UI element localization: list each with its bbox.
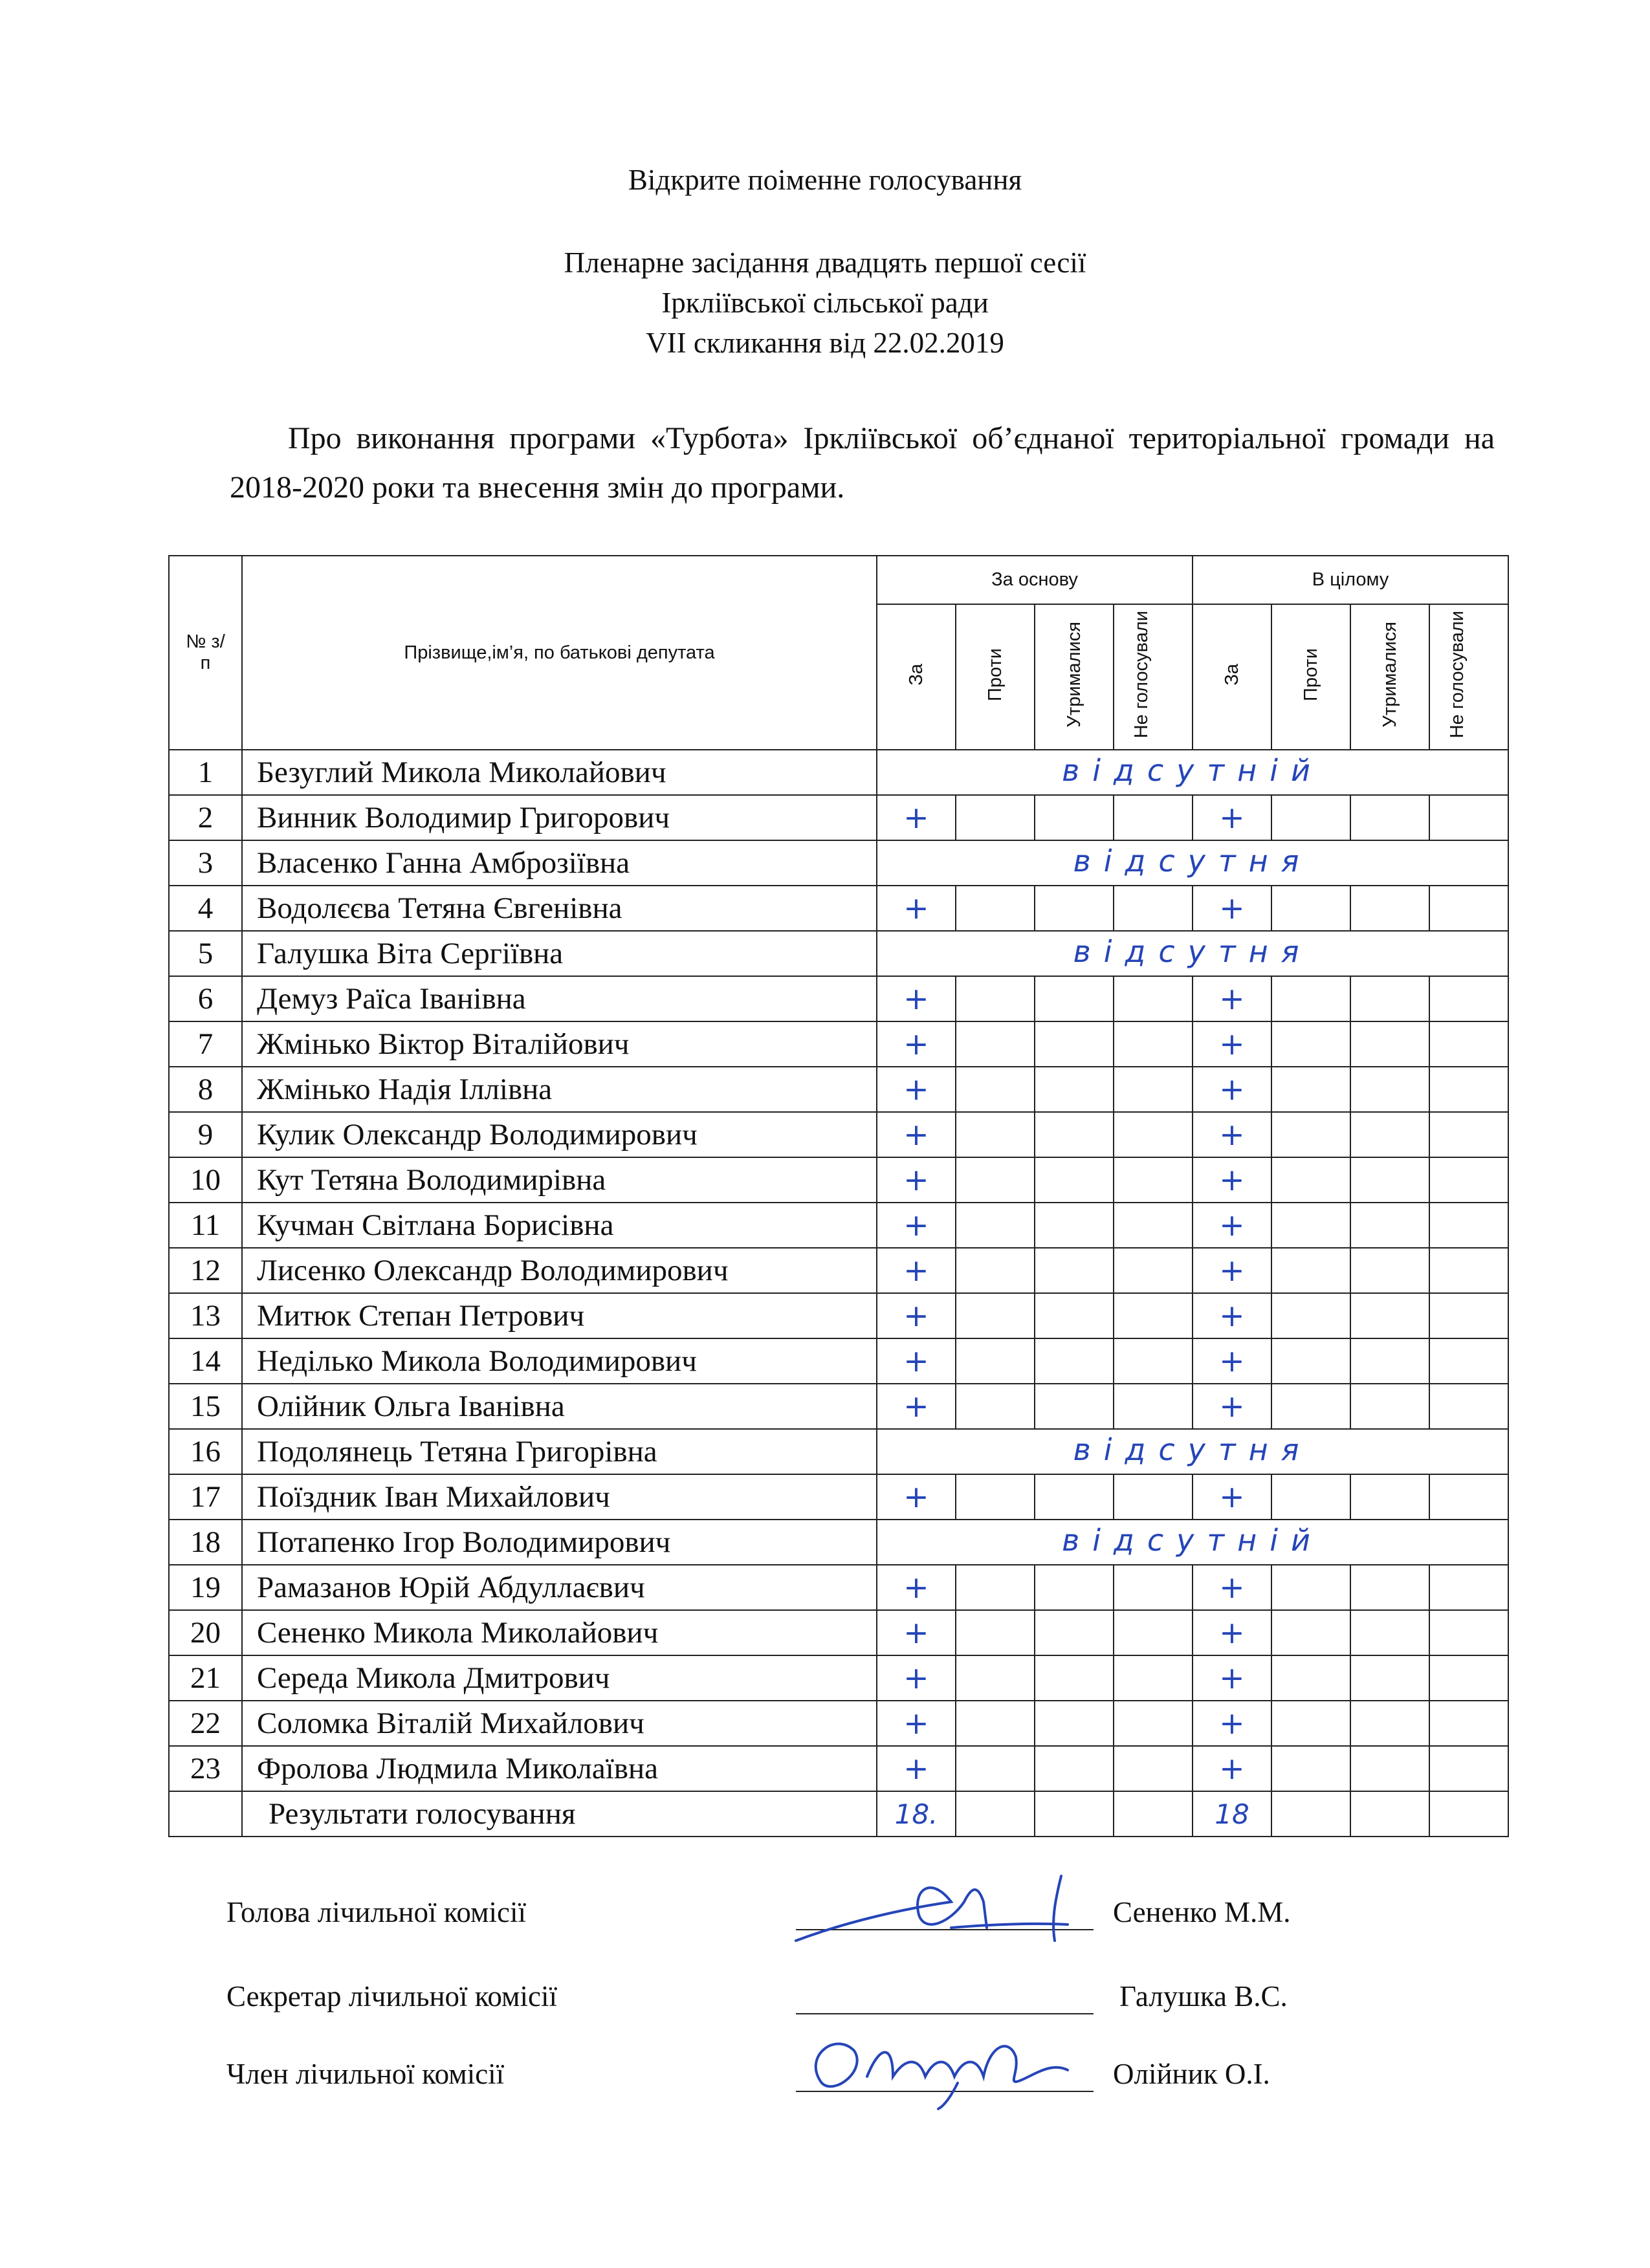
whole-not-voted-cell [1429, 1384, 1508, 1429]
basis-against-cell [956, 1112, 1035, 1157]
whole-against-cell [1271, 1067, 1350, 1112]
whole-abstained-cell [1350, 1474, 1429, 1520]
basis-for-mark: + [877, 1384, 956, 1429]
basis-against-cell [956, 1610, 1035, 1655]
basis-for-mark: + [877, 1746, 956, 1791]
whole-not-voted-cell [1429, 1474, 1508, 1520]
results-empty-cell [169, 1791, 242, 1837]
basis-abstained-cell [1035, 1655, 1114, 1701]
basis-for-mark: + [877, 1293, 956, 1338]
row-number: 12 [169, 1248, 242, 1293]
whole-for-mark: + [1193, 1293, 1271, 1338]
basis-abstained-header: Утрималися [1035, 604, 1114, 750]
whole-against-cell [1271, 1157, 1350, 1203]
basis-against-cell [956, 976, 1035, 1021]
basis-not-voted-cell [1114, 1203, 1193, 1248]
basis-not-voted-cell [1114, 795, 1193, 840]
whole-against-cell [1271, 976, 1350, 1021]
absent-note: відсутня [1073, 844, 1312, 878]
row-number: 21 [169, 1655, 242, 1701]
absent-note: відсутня [1073, 934, 1312, 969]
whole-against-cell [1271, 1474, 1350, 1520]
document-title: Відкрите поіменне голосування [628, 164, 1022, 196]
basis-against-cell [956, 1293, 1035, 1338]
whole-against-cell [1271, 1655, 1350, 1701]
row-name: Потапенко Ігор Володимирович [242, 1520, 877, 1565]
whole-abstained-cell [1350, 1248, 1429, 1293]
basis-abstained-cell [1035, 1157, 1114, 1203]
whole-not-voted-header: Не голосували [1429, 604, 1508, 750]
basis-against-cell [956, 886, 1035, 931]
row-number: 1 [169, 750, 242, 795]
whole-abstained-cell [1350, 1746, 1429, 1791]
whole-not-voted-cell [1429, 1021, 1508, 1067]
table-row [169, 1520, 1508, 1565]
table-row [169, 1112, 1508, 1157]
agenda-subject: Про виконання програми «Турбота» Ірклiївської об’єднаної територіальної громади на 2018-2020 роки та внесення змін до програми. [230, 421, 1495, 505]
whole-not-voted-cell [1429, 1746, 1508, 1791]
whole-abstained-cell [1350, 1067, 1429, 1112]
table-row [169, 1701, 1508, 1746]
basis-for-mark: + [877, 1067, 956, 1112]
row-name: Рамазанов Юрій Абдуллаєвич [242, 1565, 877, 1610]
whole-not-voted-cell [1429, 1701, 1508, 1746]
basis-not-voted-cell [1114, 1157, 1193, 1203]
row-number: 11 [169, 1203, 242, 1248]
handwritten-signature-icon [757, 1863, 1094, 1960]
results-cell [1271, 1791, 1350, 1837]
row-name: Жмінько Надія Іллівна [242, 1067, 877, 1112]
absent-note-cell [877, 1429, 1508, 1474]
results-whole-for: 18 [1193, 1791, 1271, 1837]
signature-name: Галушка В.С. [1119, 1980, 1288, 2012]
whole-for-header: За [1193, 604, 1271, 750]
row-name: Олійник Ольга Іванівна [242, 1384, 877, 1429]
basis-against-cell [956, 1157, 1035, 1203]
whole-for-mark: + [1193, 1565, 1271, 1610]
whole-against-cell [1271, 1293, 1350, 1338]
row-number: 15 [169, 1384, 242, 1429]
basis-abstained-cell [1035, 1293, 1114, 1338]
signature-name: Сененко М.М. [1113, 1896, 1291, 1928]
row-number: 19 [169, 1565, 242, 1610]
whole-abstained-cell [1350, 976, 1429, 1021]
whole-not-voted-cell [1429, 1112, 1508, 1157]
whole-for-mark: + [1193, 795, 1271, 840]
basis-abstained-cell [1035, 1701, 1114, 1746]
whole-for-mark: + [1193, 1474, 1271, 1520]
whole-abstained-cell [1350, 795, 1429, 840]
whole-abstained-cell [1350, 1112, 1429, 1157]
row-name: Поїздник Іван Михайлович [242, 1474, 877, 1520]
basis-not-voted-cell [1114, 1067, 1193, 1112]
results-cell [956, 1791, 1035, 1837]
basis-for-mark: + [877, 1157, 956, 1203]
row-number: 5 [169, 931, 242, 976]
basis-abstained-cell [1035, 1067, 1114, 1112]
basis-not-voted-cell [1114, 1293, 1193, 1338]
row-number: 2 [169, 795, 242, 840]
col-number-header: № з/п [169, 556, 242, 750]
basis-abstained-cell [1035, 1021, 1114, 1067]
whole-against-cell [1271, 1701, 1350, 1746]
table-row [169, 1474, 1508, 1520]
table-row [169, 1248, 1508, 1293]
whole-against-cell [1271, 1248, 1350, 1293]
absent-note-cell [877, 750, 1508, 795]
whole-not-voted-cell [1429, 1248, 1508, 1293]
whole-for-mark: + [1193, 1021, 1271, 1067]
basis-abstained-cell [1035, 1112, 1114, 1157]
basis-against-cell [956, 1474, 1035, 1520]
handwritten-signature-icon [796, 2018, 1094, 2115]
whole-against-cell [1271, 795, 1350, 840]
vote-table [168, 555, 1509, 1837]
group-whole-header: В цілому [1193, 556, 1508, 604]
absent-note: відсутня [1073, 1432, 1312, 1467]
whole-against-cell [1271, 1610, 1350, 1655]
whole-not-voted-cell [1429, 886, 1508, 931]
basis-abstained-cell [1035, 1248, 1114, 1293]
row-number: 13 [169, 1293, 242, 1338]
table-row [169, 1655, 1508, 1701]
group-basis-header: За основу [877, 556, 1193, 604]
basis-against-cell [956, 1248, 1035, 1293]
table-row [169, 1610, 1508, 1655]
basis-abstained-cell [1035, 1610, 1114, 1655]
signature-role: Голова лічильної комісії [226, 1896, 526, 1928]
row-name: Подолянець Тетяна Григорівна [242, 1429, 877, 1474]
basis-abstained-cell [1035, 1338, 1114, 1384]
row-number: 14 [169, 1338, 242, 1384]
whole-against-header: Проти [1271, 604, 1350, 750]
whole-against-cell [1271, 1112, 1350, 1157]
results-cell [1114, 1791, 1193, 1837]
row-number: 6 [169, 976, 242, 1021]
basis-not-voted-header: Не голосували [1114, 604, 1193, 750]
whole-against-cell [1271, 1338, 1350, 1384]
whole-not-voted-cell [1429, 1565, 1508, 1610]
row-name: Кулик Олександр Володимирович [242, 1112, 877, 1157]
basis-for-mark: + [877, 1474, 956, 1520]
whole-abstained-cell [1350, 1565, 1429, 1610]
basis-for-mark: + [877, 1610, 956, 1655]
whole-against-cell [1271, 1203, 1350, 1248]
basis-abstained-cell [1035, 1203, 1114, 1248]
results-cell [1429, 1791, 1508, 1837]
row-name: Лисенко Олександр Володимирович [242, 1248, 877, 1293]
signature-role: Член лічильної комісії [226, 2058, 505, 2090]
table-row [169, 931, 1508, 976]
whole-not-voted-cell [1429, 795, 1508, 840]
basis-not-voted-cell [1114, 1112, 1193, 1157]
basis-for-mark: + [877, 1701, 956, 1746]
whole-for-mark: + [1193, 1610, 1271, 1655]
whole-for-mark: + [1193, 1203, 1271, 1248]
signature-row-secretary [226, 1967, 1456, 2025]
basis-not-voted-cell [1114, 1021, 1193, 1067]
basis-not-voted-cell [1114, 1655, 1193, 1701]
row-name: Фролова Людмила Миколаївна [242, 1746, 877, 1791]
basis-against-cell [956, 1203, 1035, 1248]
session-line-1: Пленарне засідання двадцять першої сесії [564, 246, 1086, 279]
whole-abstained-cell [1350, 886, 1429, 931]
results-cell [1035, 1791, 1114, 1837]
row-number: 4 [169, 886, 242, 931]
basis-for-mark: + [877, 1248, 956, 1293]
whole-not-voted-cell [1429, 1655, 1508, 1701]
whole-abstained-header: Утрималися [1350, 604, 1429, 750]
table-row [169, 795, 1508, 840]
basis-for-mark: + [877, 1021, 956, 1067]
table-row [169, 1157, 1508, 1203]
row-name: Неділько Микола Володимирович [242, 1338, 877, 1384]
whole-for-mark: + [1193, 1067, 1271, 1112]
col-name-header: Прізвище,ім’я, по батькові депутата [242, 556, 877, 750]
row-number: 8 [169, 1067, 242, 1112]
basis-abstained-cell [1035, 795, 1114, 840]
basis-for-mark: + [877, 1112, 956, 1157]
basis-against-cell [956, 1746, 1035, 1791]
basis-not-voted-cell [1114, 1248, 1193, 1293]
table-row [169, 1293, 1508, 1338]
whole-for-mark: + [1193, 1655, 1271, 1701]
vote-rows [169, 750, 1508, 1791]
table-row [169, 840, 1508, 886]
basis-abstained-cell [1035, 976, 1114, 1021]
row-name: Сененко Микола Миколайович [242, 1610, 877, 1655]
signature-role: Секретар лічильної комісії [226, 1980, 557, 2012]
basis-abstained-cell [1035, 1384, 1114, 1429]
table-row [169, 1338, 1508, 1384]
basis-against-cell [956, 1021, 1035, 1067]
row-number: 18 [169, 1520, 242, 1565]
basis-against-header: Проти [956, 604, 1035, 750]
row-number: 3 [169, 840, 242, 886]
whole-for-mark: + [1193, 886, 1271, 931]
whole-abstained-cell [1350, 1655, 1429, 1701]
basis-abstained-cell [1035, 886, 1114, 931]
results-label: Результати голосування [242, 1791, 877, 1837]
table-row [169, 886, 1508, 931]
table-row [169, 1429, 1508, 1474]
table-row [169, 976, 1508, 1021]
whole-for-mark: + [1193, 1157, 1271, 1203]
row-number: 7 [169, 1021, 242, 1067]
basis-not-voted-cell [1114, 1746, 1193, 1791]
table-row [169, 750, 1508, 795]
whole-abstained-cell [1350, 1701, 1429, 1746]
absent-note: відсутній [1062, 1523, 1323, 1558]
row-number: 9 [169, 1112, 242, 1157]
row-name: Власенко Ганна Амброзіївна [242, 840, 877, 886]
row-name: Галушка Віта Сергіївна [242, 931, 877, 976]
row-number: 16 [169, 1429, 242, 1474]
basis-against-cell [956, 1565, 1035, 1610]
signature-row-member [226, 2044, 1456, 2102]
whole-for-mark: + [1193, 1248, 1271, 1293]
basis-against-cell [956, 1384, 1035, 1429]
whole-abstained-cell [1350, 1203, 1429, 1248]
results-basis-for: 18. [877, 1791, 956, 1837]
basis-against-cell [956, 1067, 1035, 1112]
whole-not-voted-cell [1429, 1157, 1508, 1203]
basis-against-cell [956, 1338, 1035, 1384]
row-name: Кучман Світлана Борисівна [242, 1203, 877, 1248]
session-line-3: VII скликання від 22.02.2019 [646, 327, 1004, 359]
row-name: Жмінько Віктор Віталійович [242, 1021, 877, 1067]
basis-for-mark: + [877, 1203, 956, 1248]
row-name: Кут Тетяна Володимирівна [242, 1157, 877, 1203]
basis-abstained-cell [1035, 1746, 1114, 1791]
basis-abstained-cell [1035, 1474, 1114, 1520]
basis-for-mark: + [877, 1338, 956, 1384]
whole-abstained-cell [1350, 1610, 1429, 1655]
row-number: 23 [169, 1746, 242, 1791]
signature-line [796, 2013, 1094, 2014]
basis-not-voted-cell [1114, 1384, 1193, 1429]
row-number: 20 [169, 1610, 242, 1655]
results-cell [1350, 1791, 1429, 1837]
basis-not-voted-cell [1114, 1701, 1193, 1746]
row-number: 10 [169, 1157, 242, 1203]
whole-for-mark: + [1193, 1384, 1271, 1429]
whole-against-cell [1271, 1021, 1350, 1067]
whole-not-voted-cell [1429, 1338, 1508, 1384]
whole-abstained-cell [1350, 1021, 1429, 1067]
table-row [169, 1021, 1508, 1067]
signature-name: Олійник О.І. [1113, 2058, 1270, 2090]
whole-abstained-cell [1350, 1157, 1429, 1203]
whole-not-voted-cell [1429, 1293, 1508, 1338]
basis-for-mark: + [877, 1565, 956, 1610]
whole-for-mark: + [1193, 1746, 1271, 1791]
table-row [169, 1565, 1508, 1610]
basis-not-voted-cell [1114, 1565, 1193, 1610]
basis-for-mark: + [877, 1655, 956, 1701]
table-row [169, 1067, 1508, 1112]
whole-against-cell [1271, 1384, 1350, 1429]
whole-not-voted-cell [1429, 1203, 1508, 1248]
basis-not-voted-cell [1114, 886, 1193, 931]
absent-note: відсутній [1062, 753, 1323, 788]
whole-abstained-cell [1350, 1338, 1429, 1384]
basis-abstained-cell [1035, 1565, 1114, 1610]
row-name: Демуз Раїса Іванівна [242, 976, 877, 1021]
row-name: Безуглий Микола Миколайович [242, 750, 877, 795]
whole-against-cell [1271, 886, 1350, 931]
row-name: Водолєєва Тетяна Євгенівна [242, 886, 877, 931]
session-line-2: Ірклiївської сільської ради [661, 287, 989, 319]
basis-for-mark: + [877, 886, 956, 931]
whole-not-voted-cell [1429, 976, 1508, 1021]
basis-against-cell [956, 795, 1035, 840]
basis-for-mark: + [877, 795, 956, 840]
absent-note-cell [877, 1520, 1508, 1565]
whole-against-cell [1271, 1565, 1350, 1610]
row-number: 17 [169, 1474, 242, 1520]
row-name: Винник Володимир Григорович [242, 795, 877, 840]
row-number: 22 [169, 1701, 242, 1746]
whole-for-mark: + [1193, 1701, 1271, 1746]
whole-not-voted-cell [1429, 1610, 1508, 1655]
basis-for-mark: + [877, 976, 956, 1021]
table-row [169, 1203, 1508, 1248]
whole-abstained-cell [1350, 1384, 1429, 1429]
basis-against-cell [956, 1655, 1035, 1701]
row-name: Митюк Степан Петрович [242, 1293, 877, 1338]
basis-for-header: За [877, 604, 956, 750]
whole-abstained-cell [1350, 1293, 1429, 1338]
basis-not-voted-cell [1114, 1338, 1193, 1384]
whole-for-mark: + [1193, 1112, 1271, 1157]
basis-not-voted-cell [1114, 976, 1193, 1021]
row-name: Середа Микола Дмитрович [242, 1655, 877, 1701]
signature-row-chair [226, 1882, 1456, 1941]
absent-note-cell [877, 931, 1508, 976]
whole-not-voted-cell [1429, 1067, 1508, 1112]
whole-against-cell [1271, 1746, 1350, 1791]
table-row [169, 1746, 1508, 1791]
row-name: Соломка Віталій Михайлович [242, 1701, 877, 1746]
whole-for-mark: + [1193, 1338, 1271, 1384]
basis-not-voted-cell [1114, 1474, 1193, 1520]
table-row [169, 1384, 1508, 1429]
whole-for-mark: + [1193, 976, 1271, 1021]
absent-note-cell [877, 840, 1508, 886]
basis-against-cell [956, 1701, 1035, 1746]
basis-not-voted-cell [1114, 1610, 1193, 1655]
